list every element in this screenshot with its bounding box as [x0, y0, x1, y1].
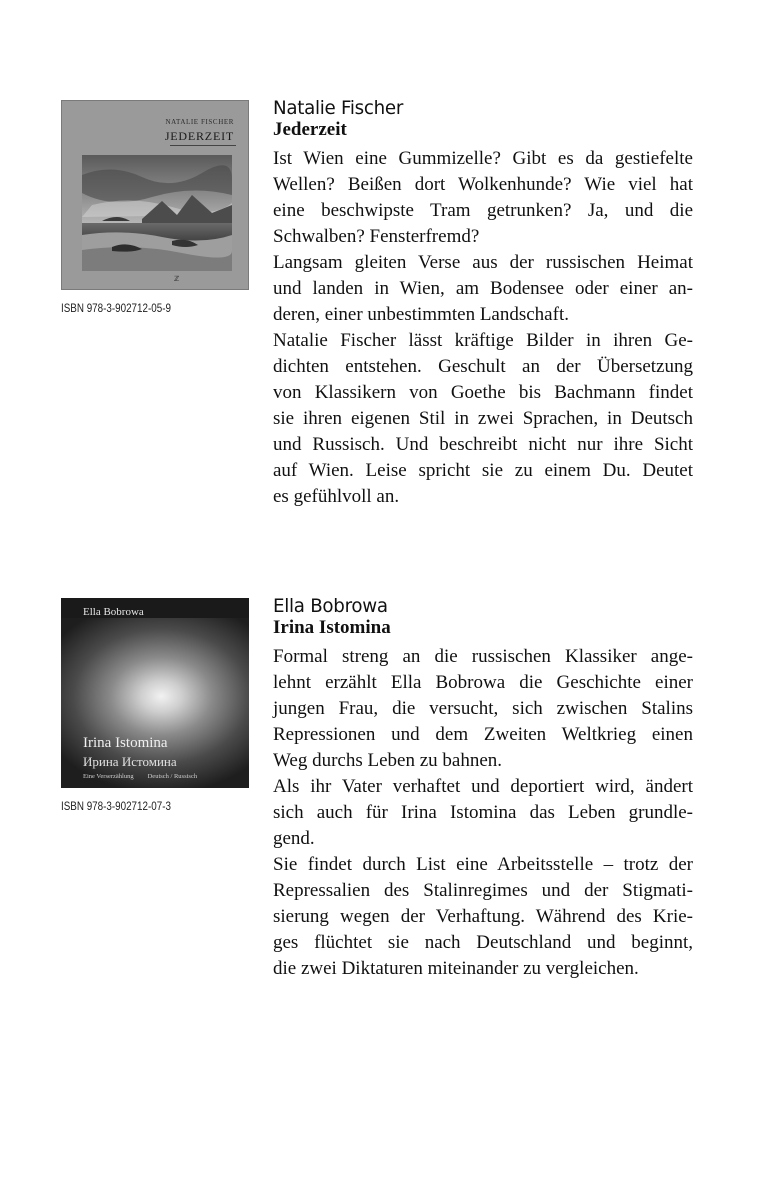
paragraph [273, 146, 693, 250]
text-line: gend. [273, 828, 315, 849]
book-cover-image [61, 598, 249, 788]
text-line: von Klassikern von Goethe bis Bachmann findet [273, 382, 693, 403]
text-line: die zwei Diktaturen miteinander zu vergleichen. [273, 958, 639, 979]
cover-author: Ella Bobrowa [83, 606, 144, 618]
text-line: und Russisch. Und beschreibt nicht nur ihre Sicht [273, 434, 693, 455]
text-line: sierung wegen der Verhaftung. Während des Krie- [273, 906, 693, 927]
text-line: ges flüchtet sie nach Deutschland und beginnt, [273, 932, 693, 953]
paragraph [273, 644, 693, 774]
book-title: Irina Istomina [273, 617, 391, 638]
paragraph [273, 774, 693, 852]
text-line: lehnt erzählt Ella Bobrowa die Geschichte einer [273, 672, 693, 693]
cover-title: Irina Istomina [83, 735, 168, 751]
book-cover-image [61, 100, 249, 290]
text-line: Formal streng an die russischen Klassiker ange- [273, 646, 693, 667]
text-line: sich auch für Irina Istomina das Leben grundle- [273, 802, 693, 823]
text-line: Ist Wien eine Gummizelle? Gibt es da gestiefelte [273, 148, 693, 169]
cover-subtitle-left: Eine Verserzählung [83, 773, 134, 780]
text-line: jungen Frau, die versucht, sich zwischen Stalins [273, 698, 693, 719]
author-name: Natalie Fischer [273, 97, 404, 119]
cover-subtitle-right: Deutsch / Russisch [147, 773, 198, 780]
book-description [273, 595, 693, 982]
cover-divider [170, 145, 236, 146]
isbn-label: ISBN 978-3-902712-07-3 [61, 799, 171, 813]
text-line: Langsam gleiten Verse aus der russischen Heimat [273, 252, 693, 273]
text-line: Weg durchs Leben zu bahnen. [273, 750, 503, 771]
book-title: Jederzeit [273, 119, 347, 140]
text-line: Wellen? Beißen dort Wolkenhunde? Wie viel hat [273, 174, 693, 195]
text-line: Schwalben? Fensterfremd? [273, 226, 480, 247]
text-line: Repressionen und dem Zweiten Weltkrieg einen [273, 724, 693, 745]
text-line: eine beschwipste Tram getrunken? Ja, und die [273, 200, 693, 221]
text-line: Repressalien des Stalinregimes und der Stigmati- [273, 880, 693, 901]
text-line: dichten entstehen. Geschult an der Übersetzung [273, 356, 693, 377]
text-line: sie ihren eigenen Stil in zwei Sprachen, in Deutsch [273, 408, 693, 429]
isbn-label: ISBN 978-3-902712-05-9 [61, 301, 171, 315]
cover-title-russian: Ирина Истомина [83, 754, 177, 769]
text-line: es gefühlvoll an. [273, 486, 400, 507]
cover-title: JEDERZEIT [164, 129, 234, 143]
text-line: Natalie Fischer lässt kräftige Bilder in ihren Ge- [273, 330, 693, 351]
text-line: Als ihr Vater verhaftet und deportiert wird, ändert [273, 776, 693, 797]
cover-author: NATALIE FISCHER [165, 118, 234, 126]
book-description [273, 97, 693, 510]
description-body [273, 644, 693, 982]
text-line: und landen in Wien, am Bodensee oder einer an- [273, 278, 693, 299]
publisher-logo: ℤ [174, 275, 180, 283]
text-line: Sie findet durch List eine Arbeitsstelle – trotz der [273, 854, 693, 875]
cover-subtitle [83, 773, 211, 780]
seascape-painting-image [82, 155, 232, 271]
paragraph [273, 852, 693, 982]
author-name: Ella Bobrowa [273, 595, 388, 617]
paragraph [273, 250, 693, 328]
paragraph [273, 328, 693, 510]
text-line: deren, einer unbestimmten Landschaft. [273, 304, 569, 325]
text-line: auf Wien. Leise spricht sie zu einem Du. Deutet [273, 460, 693, 481]
description-body [273, 146, 693, 510]
